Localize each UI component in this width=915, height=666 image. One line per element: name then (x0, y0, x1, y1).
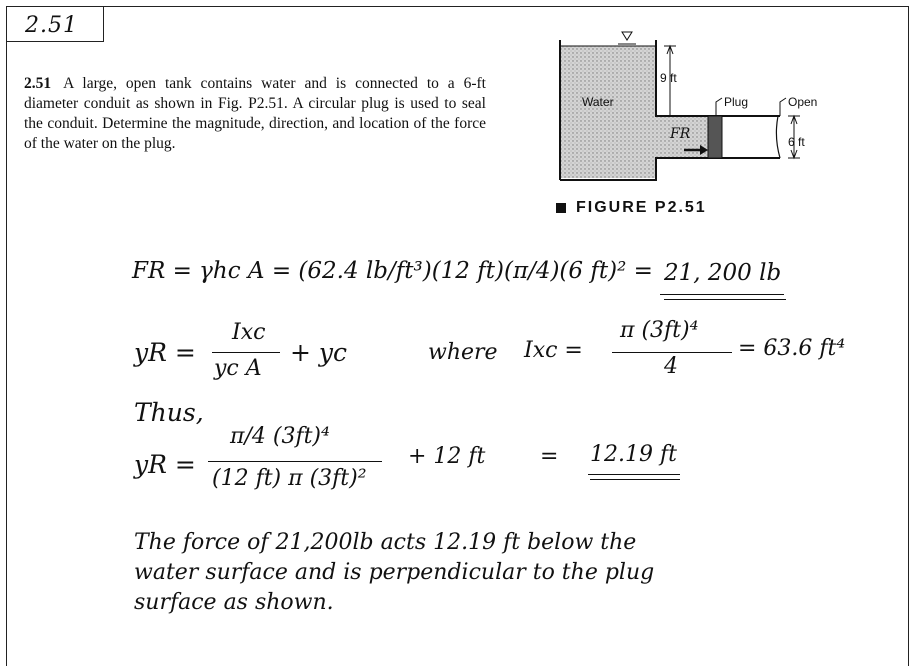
thus-label: Thus, (134, 398, 204, 427)
eq3-underline (588, 474, 680, 475)
problem-number: 2.51 (25, 13, 78, 38)
problem-statement-text: A large, open tank contains water and is connected to a 6-ft diameter conduit as shown in Fig. P2.51. A circular plug is used to seal the conduit. Determine the magnitude, direction, and location of the force of the water on the plug. (24, 75, 486, 152)
eq2-ixc-denominator: 4 (664, 354, 678, 379)
plug-shape (708, 116, 722, 158)
eq2-where: where (428, 340, 498, 365)
eq2-numerator: Ixc (232, 320, 266, 345)
eq2-fraction-bar (212, 352, 280, 353)
eq3-result: 12.19 ft (590, 442, 677, 467)
problem-statement-number: 2.51 (24, 75, 52, 92)
water-label: Water (582, 95, 614, 109)
eq2-ixc: Ixc = (524, 338, 583, 363)
open-label: Open (788, 95, 818, 109)
conclusion-line-2: water surface and is perpendicular to the plug (134, 560, 655, 585)
eq1-lhs: FR = γhc A = (62.4 lb/ft³)(12 ft)(π/4)(6 ft)² = (132, 258, 653, 284)
problem-number-box (6, 6, 104, 42)
eq3-denominator: (12 ft) π (3ft)² (212, 466, 367, 491)
eq3-lhs: yR = (134, 450, 196, 479)
depth-label: 9 ft (660, 71, 677, 85)
eq2-tail: + yc (290, 338, 348, 367)
plug-label: Plug (724, 95, 749, 109)
eq3-tail: + 12 ft (408, 444, 486, 469)
eq1-result: 21, 200 lb (664, 260, 782, 286)
eq3-underline-2 (590, 479, 680, 480)
problem-statement (24, 74, 486, 154)
eq2-ixc-fraction-bar (612, 352, 732, 353)
conclusion-line-3: surface as shown. (134, 590, 334, 615)
eq1-underline (660, 294, 784, 295)
figure-caption-text: FIGURE P2.51 (576, 199, 707, 216)
conclusion-line-1: The force of 21,200lb acts 12.19 ft below the (134, 530, 637, 555)
eq2-denominator: yc A (214, 356, 262, 381)
eq3-numerator: π/4 (3ft)⁴ (230, 424, 330, 449)
eq1-underline-2 (664, 299, 786, 300)
figure-caption (556, 199, 707, 217)
tank-figure (548, 28, 838, 198)
eq3-equals: = (540, 444, 559, 469)
force-label: FR (670, 126, 691, 142)
eq3-fraction-bar (208, 461, 382, 462)
eq2-lhs: yR = (134, 338, 196, 367)
diameter-label: 6 ft (788, 135, 805, 149)
eq2-ixc-numerator: π (3ft)⁴ (620, 318, 699, 343)
eq2-ixc-result: = 63.6 ft⁴ (738, 336, 846, 361)
